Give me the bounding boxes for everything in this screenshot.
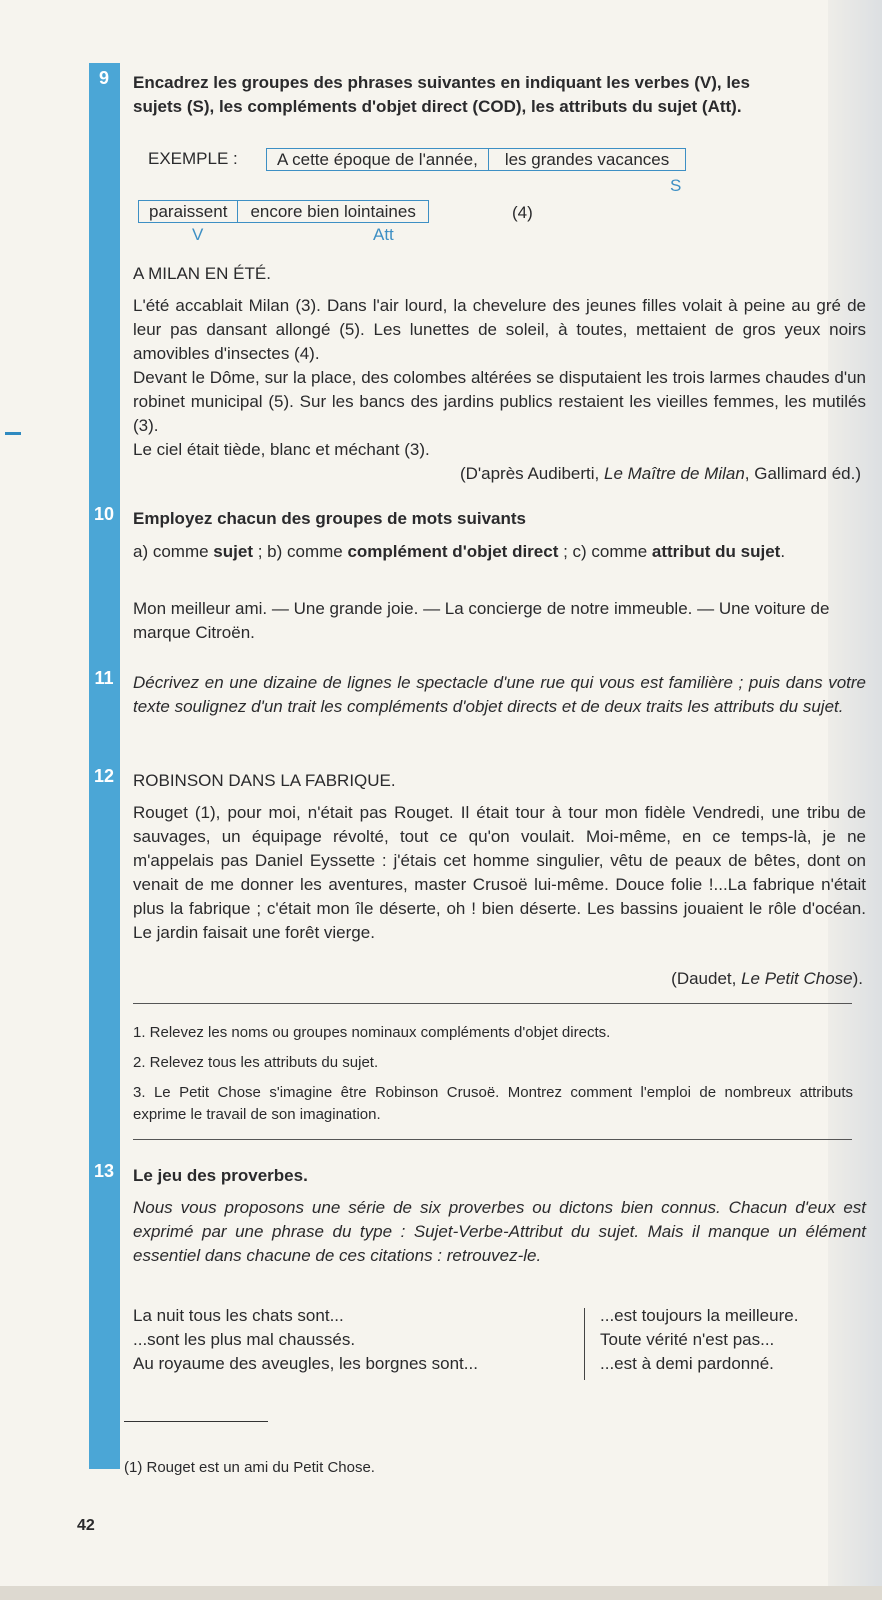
page-number: 42 — [77, 1517, 95, 1534]
page-bottom-edge — [0, 1586, 882, 1600]
proverb-item: ...est à demi pardonné. — [600, 1354, 774, 1373]
proverbs-right-column — [600, 1304, 798, 1376]
use-b-bold: complément d'objet direct — [347, 542, 559, 561]
margin-marker — [5, 432, 21, 435]
proverb-item: ...est toujours la meilleure. — [600, 1306, 799, 1325]
source-publisher: , Gallimard éd.) — [744, 464, 861, 483]
text-title-milan: A MILAN EN ÉTÉ. — [133, 264, 271, 283]
example-count: (4) — [512, 203, 533, 222]
divider-line — [133, 1139, 852, 1140]
exercise-10-uses — [133, 540, 866, 564]
label-attribute: Att — [373, 225, 394, 244]
example-group-verb: paraissent — [139, 201, 238, 222]
exercise-10-instructions: Employez chacun des groupes de mots suivants — [133, 509, 526, 528]
exercise-number-13: 13 — [93, 1161, 115, 1181]
label-subject: S — [670, 176, 682, 195]
proverb-item: Au royaume des aveugles, les borgnes sont... — [133, 1354, 478, 1373]
proverb-item: La nuit tous les chats sont... — [133, 1306, 344, 1325]
exercise-11-text: Décrivez en une dizaine de lignes le spectacle d'une rue qui vous est familière ; puis dans votre texte soulignez d'un trait les compléments d'objet directs et de deux traits les attributs du sujet. — [133, 673, 866, 716]
proverbs-left-column — [133, 1304, 478, 1376]
paragraph: L'été accablait Milan (3). Dans l'air lourd, la chevelure des jeunes filles volait à peine au gré de leur pas dansant allongé (5). Les lunettes de soleil, à toutes, mettaient de gros yeux noirs amovibles d'insectes (4). — [133, 296, 866, 363]
divider-line — [133, 1003, 852, 1004]
use-c-bold: attribut du sujet — [651, 542, 781, 561]
footnote-rule — [124, 1421, 268, 1422]
source-title: Le Petit Chose — [741, 969, 853, 988]
exercise-10-word-groups: Mon meilleur ami. — Une grande joie. — La concierge de notre immeuble. — Une voiture de marque Citroën. — [133, 599, 830, 642]
use-b: ; b) comme — [252, 542, 348, 561]
exercise-number-12: 12 — [93, 766, 115, 786]
source-citation — [133, 462, 861, 486]
text-title-robinson: ROBINSON DANS LA FABRIQUE. — [133, 771, 396, 790]
source-end: ). — [852, 969, 863, 988]
use-a: a) comme — [133, 542, 214, 561]
question-3: 3. Le Petit Chose s'imagine être Robinson Crusoë. Montrez comment l'emploi de nombreux attributs exprime le travail de son imagination. — [133, 1084, 853, 1123]
instr-line-1: Encadrez les groupes des phrases suivantes en indiquant les verbes (V), les — [133, 73, 750, 92]
exercise-number-9: 9 — [98, 68, 109, 88]
instr-line-2: sujets (S), les compléments d'objet direct (COD), les attributs du sujet (Att). — [133, 97, 742, 116]
paragraph: Le ciel était tiède, blanc et méchant (3). — [133, 440, 430, 459]
exercise-number-10: 10 — [93, 504, 115, 524]
label-verb: V — [192, 225, 204, 244]
exercise-13-intro: Nous vous proposons une série de six proverbes ou dictons bien connus. Chacun d'eux est exprimé par une phrase du type : Sujet-Verbe-Attribut du sujet. Mais il manque un élément essentiel dans chacune de ces citations : retrouvez-le. — [133, 1198, 866, 1265]
use-end: . — [780, 542, 786, 561]
example-box-2 — [138, 200, 429, 223]
source-title: Le Maître de Milan — [604, 464, 745, 483]
footnote: (1) Rouget est un ami du Petit Chose. — [124, 1459, 375, 1476]
exercise-number-11: 11 — [94, 668, 114, 688]
example-box-1 — [266, 148, 686, 171]
use-c: ; c) comme — [558, 542, 652, 561]
example-label: EXEMPLE : — [148, 149, 238, 168]
proverb-item: ...sont les plus mal chaussés. — [133, 1330, 356, 1349]
use-a-bold: sujet — [213, 542, 253, 561]
paragraph: Devant le Dôme, sur la place, des colombes altérées se disputaient les trois larmes chaudes d'un robinet municipal (5). Sur les bancs des jardins publics restaient les vieilles femmes, les mutilés (3). — [133, 368, 866, 435]
milan-text — [133, 294, 866, 462]
column-separator — [584, 1308, 585, 1380]
source-author: (D'après Audiberti, — [459, 464, 604, 483]
page-edge-shadow — [828, 0, 882, 1600]
source-author: (Daudet, — [671, 969, 742, 988]
example-group-subject: les grandes vacances — [504, 150, 670, 169]
proverb-item: Toute vérité n'est pas... — [600, 1330, 775, 1349]
exercise-9-instructions — [133, 71, 866, 119]
exercise-13-title: Le jeu des proverbes. — [133, 1166, 308, 1185]
question-1: 1. Relevez les noms ou groupes nominaux compléments d'objet directs. — [133, 1024, 611, 1041]
source-citation-daudet — [133, 967, 863, 991]
example-group-attribute: encore bien lointaines — [250, 202, 416, 221]
example-group-complement: A cette époque de l'année, — [267, 149, 489, 170]
robinson-text: Rouget (1), pour moi, n'était pas Rouget. Il était tour à tour mon fidèle Vendredi, une tribu de sauvages, un équipage révolté, tout ce qu'on voulait. Moi-même, en ce temps-là, je ne m'appelais pas Daniel Eyssette : j'étais cet homme singulier, vêtu de peaux de bêtes, dont on venait de me donner les aventures, master Crusoë lui-même. Douce folie !...La fabrique n'était plus la fabrique ; c'était mon île déserte, oh ! bien déserte. Les bassins jouaient le rôle d'océan. Le jardin faisait une forêt vierge. — [133, 803, 866, 942]
question-2: 2. Relevez tous les attributs du sujet. — [133, 1054, 379, 1071]
